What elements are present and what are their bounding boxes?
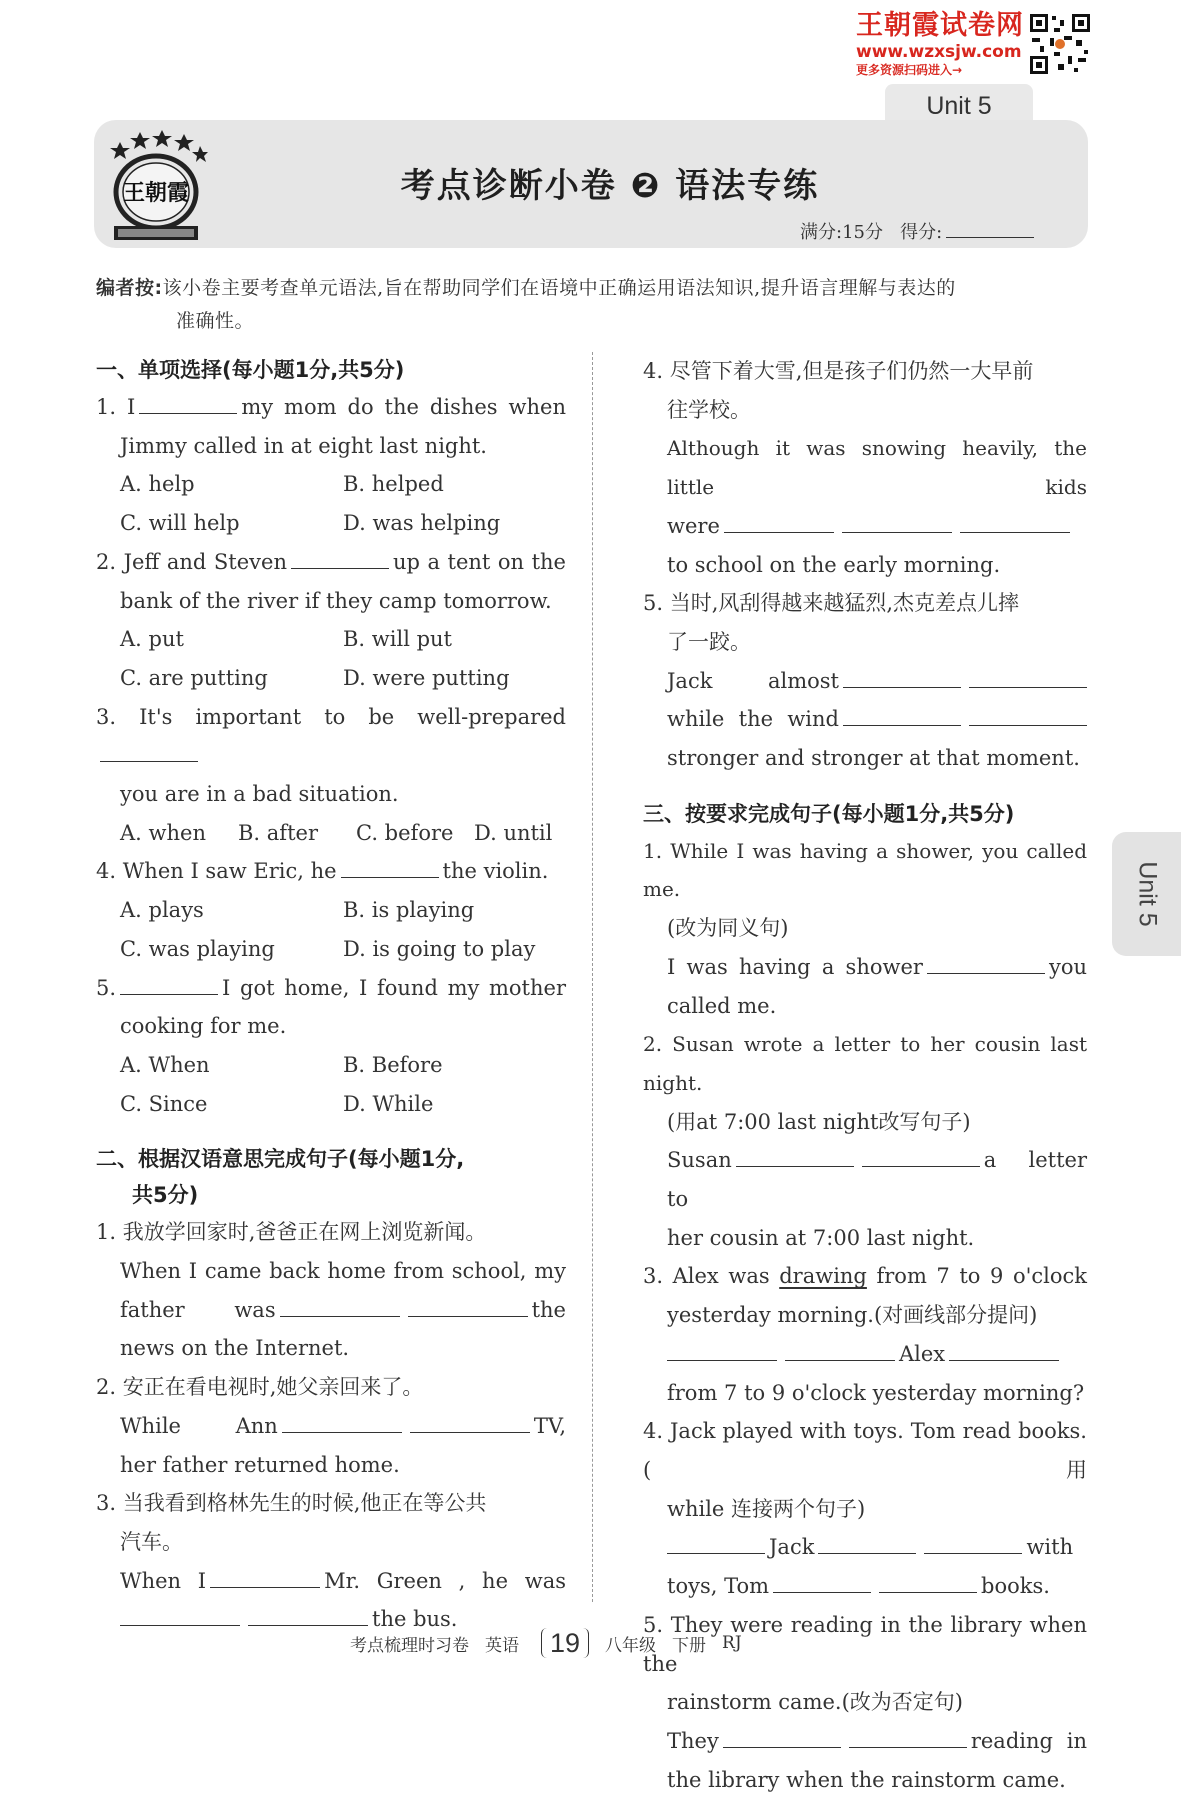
underlined-word: drawing [779, 1264, 867, 1289]
option[interactable]: B. will put [343, 627, 452, 652]
answer-blank[interactable] [667, 1340, 777, 1361]
answer-blank[interactable] [667, 1533, 765, 1554]
editor-note [96, 272, 1086, 338]
options [96, 620, 566, 659]
option[interactable]: B. is playing [343, 898, 475, 923]
option[interactable]: A. help [120, 472, 195, 497]
question-2-4-line: were [643, 507, 1087, 546]
answer-blank[interactable] [282, 1412, 402, 1433]
question-3-4-line: Jack with [643, 1528, 1087, 1567]
options [96, 1046, 566, 1085]
question-text: When I came back home from school, my [120, 1259, 566, 1284]
question-2-5-cn: 5. 当时,风刮得越来越猛烈,杰克差点儿摔 [643, 591, 1020, 616]
answer-blank[interactable] [969, 667, 1087, 688]
question-2-3-cn: 3. 当我看到格林先生的时候,他正在等公共 [96, 1491, 487, 1516]
question-2-3-line: When I Mr. Green , he was [120, 1568, 566, 1593]
question-2-1-cn: 1. 我放学回家时,爸爸正在网上浏览新闻。 [96, 1220, 487, 1245]
answer-blank[interactable] [291, 548, 389, 569]
answer-blank[interactable] [120, 1605, 240, 1626]
answer-blank[interactable] [723, 1727, 841, 1748]
question-1-1: 1. I my mom do the dishes when [96, 395, 567, 419]
question-text: rainstorm came.(改为否定句) [667, 1690, 963, 1715]
option[interactable]: D. is going to play [343, 936, 536, 961]
note-text-1: 该小卷主要考查单元语法,旨在帮助同学们在语境中正确运用语法知识,提升语言理解与表达的 [162, 277, 956, 299]
section2-title-cont: 共5分) [132, 1183, 199, 1208]
question-text: bank of the river if they camp tomorrow. [120, 588, 552, 613]
left-column [96, 352, 566, 1639]
question-2-4-cn-cont: 往学校。 [667, 397, 751, 422]
option[interactable]: D. was helping [343, 511, 501, 536]
question-2-3-cn-cont: 汽车。 [120, 1529, 183, 1554]
option[interactable]: D. until [474, 820, 553, 845]
right-column [643, 352, 1087, 1799]
qr-code-icon[interactable] [1028, 12, 1092, 76]
question-2-3-line2: the bus. [96, 1600, 566, 1639]
page-number: 19 [541, 1628, 589, 1658]
options [96, 659, 566, 698]
option[interactable]: C. was playing [120, 936, 275, 961]
answer-blank[interactable] [139, 393, 237, 414]
answer-blank[interactable] [843, 667, 961, 688]
answer-blank[interactable] [862, 1146, 980, 1167]
answer-blank[interactable] [120, 974, 218, 995]
answer-blank[interactable] [818, 1533, 916, 1554]
question-text: from 7 to 9 o'clock yesterday morning? [667, 1380, 1085, 1405]
options [96, 1085, 566, 1124]
answer-blank[interactable] [849, 1727, 967, 1748]
question-text: called me. [667, 993, 777, 1018]
column-divider [592, 352, 593, 1602]
options [96, 891, 566, 930]
answer-blank[interactable] [879, 1572, 977, 1593]
question-3-4: 4. Jack played with toys. Tom read books.(用 [643, 1419, 1087, 1482]
question-3-3: 3. Alex was drawing from 7 to 9 o'clock [643, 1264, 1087, 1289]
question-text: news on the Internet. [120, 1336, 350, 1361]
answer-blank[interactable] [949, 1340, 1059, 1361]
option[interactable]: A. plays [120, 898, 204, 923]
option[interactable]: A. when [120, 820, 206, 845]
question-3-3-line: Alex [643, 1335, 1087, 1374]
option[interactable]: B. helped [343, 472, 444, 497]
section3-title: 三、按要求完成句子(每小题1分,共5分) [643, 801, 1015, 826]
answer-blank[interactable] [960, 512, 1070, 533]
question-1-5: 5. I got home, I found my mother [96, 975, 566, 1000]
option[interactable]: D. While [343, 1091, 434, 1116]
option[interactable]: D. were putting [343, 665, 510, 690]
answer-blank[interactable] [210, 1567, 320, 1588]
brand-url[interactable]: www.wzxsjw.com [856, 42, 1022, 62]
section2-title: 二、根据汉语意思完成句子(每小题1分, [96, 1147, 465, 1172]
question-text: her father returned home. [120, 1452, 400, 1477]
note-text-2: 准确性。 [176, 310, 255, 332]
options [96, 814, 566, 853]
option[interactable]: B. Before [343, 1052, 443, 1077]
question-text: yesterday morning.(对画线部分提问) [667, 1303, 1038, 1328]
brand-hint: 更多资源扫码进入→ [856, 63, 963, 77]
option[interactable]: C. before [356, 820, 454, 845]
question-text: to school on the early morning. [667, 552, 1001, 577]
question-text: Although it was snowing heavily, the little kids [667, 436, 1087, 500]
option[interactable]: A. When [120, 1052, 210, 1077]
question-3-1-line: I was having a shower you [667, 954, 1087, 979]
option[interactable]: C. are putting [120, 665, 268, 690]
answer-blank[interactable] [408, 1296, 528, 1317]
footer-grade: 八年级 [605, 1635, 657, 1656]
page-title: 考点诊断小卷 ❷ 语法专练 [400, 166, 820, 206]
question-text: while 连接两个句子) [667, 1496, 866, 1521]
unit-tab: Unit 5 [885, 84, 1033, 126]
answer-blank[interactable] [280, 1296, 400, 1317]
section1-title: 一、单项选择(每小题1分,共5分) [96, 358, 405, 382]
full-score: 满分:15分 [800, 222, 883, 243]
brand-block [856, 10, 1026, 78]
page-footer [350, 1628, 830, 1658]
option[interactable]: A. put [120, 627, 184, 652]
answer-blank[interactable] [773, 1572, 871, 1593]
question-3-1: 1. While I was having a shower, you called me. [643, 838, 1087, 902]
answer-blank[interactable] [785, 1340, 895, 1361]
question-3-5-line: They reading in [667, 1728, 1087, 1753]
footer-edition: RJ [722, 1633, 742, 1653]
side-unit-label: Unit 5 [1133, 861, 1161, 927]
question-3-5: 5. They were reading in the library when the [643, 1612, 1087, 1676]
options [96, 930, 566, 969]
option[interactable]: C. will help [120, 511, 240, 536]
answer-blank[interactable] [969, 705, 1087, 726]
question-text: stronger and stronger at that moment. [667, 746, 1080, 771]
question-text: Jimmy called in at eight last night. [120, 433, 487, 458]
answer-blank[interactable] [924, 1533, 1022, 1554]
brand-name: 王朝霞试卷网 [856, 10, 1024, 41]
question-2-5-line: Jack almost [643, 662, 1087, 701]
svg-text:王朝霞: 王朝霞 [122, 180, 190, 206]
question-2-5-cn-cont: 了一跤。 [667, 629, 751, 654]
question-text: cooking for me. [120, 1014, 287, 1039]
options [96, 465, 566, 504]
option[interactable]: B. after [238, 820, 318, 845]
wangzhaoxia-logo-icon [104, 128, 208, 246]
score-line [800, 218, 1034, 244]
question-1-2: 2. Jeff and Steven up a tent on the [96, 549, 566, 574]
question-3-4-line2: toys, Tom books. [667, 1574, 1050, 1599]
footer-subject: 英语 [485, 1635, 519, 1656]
question-3-2-line: Susan a letter to [667, 1148, 1087, 1212]
question-text: you are in a bad situation. [120, 782, 399, 807]
question-3-2: 2. Susan wrote a letter to her cousin last night. [643, 1032, 1087, 1095]
answer-blank[interactable] [724, 512, 834, 533]
answer-blank[interactable] [410, 1412, 530, 1433]
question-2-2-cn: 2. 安正在看电视时,她父亲回来了。 [96, 1375, 424, 1400]
question-text: her cousin at 7:00 last night. [667, 1225, 975, 1250]
options [96, 504, 566, 543]
answer-blank[interactable] [927, 953, 1045, 974]
question-2-5-line2: while the wind [643, 700, 1087, 739]
answer-blank[interactable] [842, 512, 952, 533]
answer-blank[interactable] [843, 705, 961, 726]
answer-blank[interactable] [248, 1605, 368, 1626]
question-1-4: 4. When I saw Eric, he the violin. [96, 859, 549, 884]
answer-blank[interactable] [736, 1146, 854, 1167]
footer-book: 考点梳理时习卷 [350, 1635, 469, 1656]
question-1-3: 3. It's important to be well-prepared [96, 698, 566, 775]
question-text: (用at 7:00 last night改写句子) [667, 1109, 971, 1134]
question-text: the library when the rainstorm came. [667, 1767, 1066, 1792]
question-text: (改为同义句) [667, 916, 789, 941]
score-label: 得分: [900, 222, 943, 243]
option[interactable]: C. Since [120, 1091, 208, 1116]
footer-volume: 下册 [672, 1635, 707, 1656]
question-2-1-line: father was the [120, 1297, 566, 1322]
answer-blank[interactable] [100, 741, 198, 762]
answer-blank[interactable] [341, 857, 439, 878]
score-blank[interactable] [946, 221, 1034, 238]
question-2-2-line: While Ann TV, [120, 1413, 566, 1438]
question-2-4-cn: 4. 尽管下着大雪,但是孩子们仍然一大早前 [643, 359, 1034, 383]
note-label: 编者按: [96, 277, 163, 299]
